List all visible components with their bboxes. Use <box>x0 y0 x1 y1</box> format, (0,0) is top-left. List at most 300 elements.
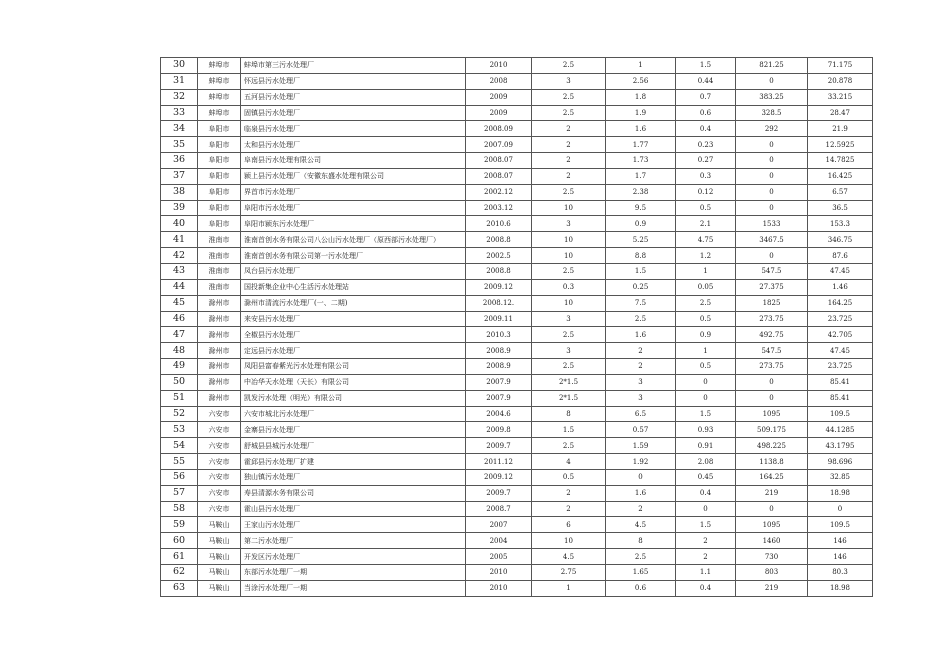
city-cell: 阜阳市 <box>198 200 241 216</box>
value-cell: 2 <box>676 533 736 549</box>
value-cell: 21.9 <box>808 121 873 137</box>
city-cell: 马鞍山 <box>198 565 241 581</box>
value-cell: 273.75 <box>736 359 808 375</box>
table-row <box>161 216 873 232</box>
year-cell: 2009 <box>466 105 532 121</box>
year-cell: 2010 <box>466 580 532 596</box>
value-cell: 0.4 <box>676 580 736 596</box>
year-cell: 2009 <box>466 89 532 105</box>
value-cell: 547.5 <box>736 263 808 279</box>
plant-name-cell: 淮南首创水务有限公司八公山污水处理厂（原西部污水处理厂） <box>241 232 466 248</box>
city-cell: 马鞍山 <box>198 533 241 549</box>
value-cell: 1.5 <box>676 58 736 74</box>
row-number: 47 <box>161 327 198 343</box>
value-cell: 1.65 <box>606 565 676 581</box>
value-cell: 0 <box>736 248 808 264</box>
plant-name-cell: 舒城县县城污水处理厂 <box>241 438 466 454</box>
plant-name-cell: 王家山污水处理厂 <box>241 517 466 533</box>
row-number: 46 <box>161 311 198 327</box>
value-cell: 1095 <box>736 406 808 422</box>
year-cell: 2008.12. <box>466 295 532 311</box>
plant-name-cell: 金寨县污水处理厂 <box>241 422 466 438</box>
value-cell: 2 <box>532 121 606 137</box>
year-cell: 2008.8 <box>466 263 532 279</box>
city-cell: 蚌埠市 <box>198 105 241 121</box>
value-cell: 2.5 <box>532 263 606 279</box>
city-cell: 马鞍山 <box>198 580 241 596</box>
value-cell: 36.5 <box>808 200 873 216</box>
year-cell: 2011.12 <box>466 454 532 470</box>
table-row <box>161 168 873 184</box>
value-cell: 0 <box>736 168 808 184</box>
value-cell: 2.5 <box>532 327 606 343</box>
city-cell: 阜阳市 <box>198 153 241 169</box>
city-cell: 阜阳市 <box>198 216 241 232</box>
value-cell: 0.4 <box>676 121 736 137</box>
row-number: 37 <box>161 168 198 184</box>
value-cell: 1 <box>532 580 606 596</box>
city-cell: 阜阳市 <box>198 121 241 137</box>
city-cell: 蚌埠市 <box>198 73 241 89</box>
value-cell: 383.25 <box>736 89 808 105</box>
value-cell: 2 <box>606 343 676 359</box>
year-cell: 2008.9 <box>466 359 532 375</box>
row-number: 30 <box>161 58 198 74</box>
plant-name-cell: 凤台县污水处理厂 <box>241 263 466 279</box>
row-number: 40 <box>161 216 198 232</box>
value-cell: 2 <box>676 549 736 565</box>
city-cell: 六安市 <box>198 469 241 485</box>
table-row <box>161 279 873 295</box>
value-cell: 2.5 <box>532 438 606 454</box>
plant-name-cell: 霍山县污水处理厂 <box>241 501 466 517</box>
plant-name-cell: 淮南首创水务有限公司第一污水处理厂 <box>241 248 466 264</box>
value-cell: 1.8 <box>606 89 676 105</box>
value-cell: 33.215 <box>808 89 873 105</box>
value-cell: 2.5 <box>532 105 606 121</box>
value-cell: 1825 <box>736 295 808 311</box>
plant-name-cell: 界首市污水处理厂 <box>241 184 466 200</box>
row-number: 58 <box>161 501 198 517</box>
value-cell: 42.705 <box>808 327 873 343</box>
year-cell: 2009.8 <box>466 422 532 438</box>
year-cell: 2002.5 <box>466 248 532 264</box>
value-cell: 0.23 <box>676 137 736 153</box>
value-cell: 1 <box>606 58 676 74</box>
value-cell: 2.5 <box>532 58 606 74</box>
city-cell: 蚌埠市 <box>198 58 241 74</box>
value-cell: 1138.8 <box>736 454 808 470</box>
city-cell: 六安市 <box>198 501 241 517</box>
value-cell: 2 <box>532 501 606 517</box>
year-cell: 2010.6 <box>466 216 532 232</box>
value-cell: 0 <box>736 374 808 390</box>
value-cell: 2*1.5 <box>532 390 606 406</box>
value-cell: 0.93 <box>676 422 736 438</box>
value-cell: 109.5 <box>808 406 873 422</box>
year-cell: 2009.7 <box>466 438 532 454</box>
year-cell: 2010.3 <box>466 327 532 343</box>
plant-name-cell: 阜阳市污水处理厂 <box>241 200 466 216</box>
value-cell: 0 <box>736 390 808 406</box>
value-cell: 3467.5 <box>736 232 808 248</box>
value-cell: 8.8 <box>606 248 676 264</box>
table-row <box>161 533 873 549</box>
year-cell: 2007 <box>466 517 532 533</box>
value-cell: 27.375 <box>736 279 808 295</box>
value-cell: 4 <box>532 454 606 470</box>
value-cell: 821.25 <box>736 58 808 74</box>
table-row <box>161 121 873 137</box>
value-cell: 2.5 <box>606 311 676 327</box>
value-cell: 109.5 <box>808 517 873 533</box>
year-cell: 2010 <box>466 565 532 581</box>
value-cell: 2.38 <box>606 184 676 200</box>
value-cell: 1.2 <box>676 248 736 264</box>
year-cell: 2008.9 <box>466 343 532 359</box>
value-cell: 292 <box>736 121 808 137</box>
value-cell: 2 <box>532 485 606 501</box>
city-cell: 滁州市 <box>198 374 241 390</box>
table-row <box>161 406 873 422</box>
year-cell: 2005 <box>466 549 532 565</box>
value-cell: 0.5 <box>676 200 736 216</box>
row-number: 34 <box>161 121 198 137</box>
plant-name-cell: 六安市城北污水处理厂 <box>241 406 466 422</box>
table-row <box>161 469 873 485</box>
value-cell: 0 <box>736 501 808 517</box>
city-cell: 滁州市 <box>198 359 241 375</box>
value-cell: 2.5 <box>532 184 606 200</box>
year-cell: 2008 <box>466 73 532 89</box>
city-cell: 滁州市 <box>198 295 241 311</box>
table-row <box>161 200 873 216</box>
value-cell: 14.7825 <box>808 153 873 169</box>
city-cell: 马鞍山 <box>198 517 241 533</box>
plant-name-cell: 独山镇污水处理厂 <box>241 469 466 485</box>
table-row <box>161 73 873 89</box>
value-cell: 3 <box>532 73 606 89</box>
value-cell: 44.1285 <box>808 422 873 438</box>
value-cell: 164.25 <box>736 469 808 485</box>
row-number: 45 <box>161 295 198 311</box>
year-cell: 2009.12 <box>466 279 532 295</box>
value-cell: 43.1795 <box>808 438 873 454</box>
value-cell: 28.47 <box>808 105 873 121</box>
plant-name-cell: 颍上县污水处理厂（安徽东盛水处理有限公司 <box>241 168 466 184</box>
value-cell: 2*1.5 <box>532 374 606 390</box>
row-number: 38 <box>161 184 198 200</box>
row-number: 62 <box>161 565 198 581</box>
value-cell: 2 <box>606 359 676 375</box>
city-cell: 蚌埠市 <box>198 89 241 105</box>
value-cell: 10 <box>532 232 606 248</box>
value-cell: 0.9 <box>606 216 676 232</box>
value-cell: 803 <box>736 565 808 581</box>
table-row <box>161 390 873 406</box>
value-cell: 1 <box>676 343 736 359</box>
value-cell: 0.7 <box>676 89 736 105</box>
value-cell: 16.425 <box>808 168 873 184</box>
plant-name-cell: 太和县污水处理厂 <box>241 137 466 153</box>
plant-name-cell: 临泉县污水处理厂 <box>241 121 466 137</box>
row-number: 36 <box>161 153 198 169</box>
value-cell: 509.175 <box>736 422 808 438</box>
value-cell: 32.85 <box>808 469 873 485</box>
year-cell: 2008.07 <box>466 168 532 184</box>
row-number: 53 <box>161 422 198 438</box>
city-cell: 淮南市 <box>198 279 241 295</box>
plant-name-cell: 第二污水处理厂 <box>241 533 466 549</box>
value-cell: 4.5 <box>606 517 676 533</box>
value-cell: 98.696 <box>808 454 873 470</box>
value-cell: 0.4 <box>676 485 736 501</box>
value-cell: 2.5 <box>532 89 606 105</box>
value-cell: 2 <box>606 501 676 517</box>
plant-name-cell: 当涂污水处理厂一期 <box>241 580 466 596</box>
value-cell: 498.225 <box>736 438 808 454</box>
city-cell: 滁州市 <box>198 390 241 406</box>
value-cell: 2.56 <box>606 73 676 89</box>
value-cell: 9.5 <box>606 200 676 216</box>
row-number: 32 <box>161 89 198 105</box>
value-cell: 1.77 <box>606 137 676 153</box>
row-number: 63 <box>161 580 198 596</box>
table-body <box>161 58 873 597</box>
year-cell: 2009.12 <box>466 469 532 485</box>
value-cell: 0.6 <box>676 105 736 121</box>
value-cell: 0.6 <box>606 580 676 596</box>
value-cell: 328.5 <box>736 105 808 121</box>
value-cell: 2.1 <box>676 216 736 232</box>
value-cell: 0.9 <box>676 327 736 343</box>
table-row <box>161 454 873 470</box>
value-cell: 12.5925 <box>808 137 873 153</box>
value-cell: 2.5 <box>606 549 676 565</box>
value-cell: 23.725 <box>808 311 873 327</box>
table-row <box>161 232 873 248</box>
value-cell: 71.175 <box>808 58 873 74</box>
value-cell: 2.5 <box>532 359 606 375</box>
city-cell: 滁州市 <box>198 311 241 327</box>
value-cell: 492.75 <box>736 327 808 343</box>
value-cell: 0.44 <box>676 73 736 89</box>
value-cell: 18.98 <box>808 485 873 501</box>
row-number: 50 <box>161 374 198 390</box>
value-cell: 1.6 <box>606 485 676 501</box>
value-cell: 6.57 <box>808 184 873 200</box>
plant-name-cell: 固镇县污水处理厂 <box>241 105 466 121</box>
plant-name-cell: 东部污水处理厂一期 <box>241 565 466 581</box>
value-cell: 0.12 <box>676 184 736 200</box>
plant-name-cell: 全椒县污水处理厂 <box>241 327 466 343</box>
table-row <box>161 89 873 105</box>
row-number: 33 <box>161 105 198 121</box>
table-row <box>161 137 873 153</box>
value-cell: 2 <box>532 137 606 153</box>
value-cell: 2 <box>532 168 606 184</box>
value-cell: 0 <box>736 153 808 169</box>
row-number: 49 <box>161 359 198 375</box>
table-row <box>161 501 873 517</box>
table-row <box>161 549 873 565</box>
city-cell: 阜阳市 <box>198 184 241 200</box>
table-row <box>161 438 873 454</box>
value-cell: 18.98 <box>808 580 873 596</box>
table-row <box>161 580 873 596</box>
year-cell: 2004 <box>466 533 532 549</box>
value-cell: 1.1 <box>676 565 736 581</box>
value-cell: 0 <box>676 390 736 406</box>
value-cell: 5.25 <box>606 232 676 248</box>
table-row <box>161 343 873 359</box>
value-cell: 0.91 <box>676 438 736 454</box>
value-cell: 87.6 <box>808 248 873 264</box>
plant-name-cell: 霍邱县污水处理厂扩建 <box>241 454 466 470</box>
value-cell: 0.27 <box>676 153 736 169</box>
city-cell: 六安市 <box>198 438 241 454</box>
value-cell: 1.59 <box>606 438 676 454</box>
row-number: 51 <box>161 390 198 406</box>
table-row <box>161 153 873 169</box>
city-cell: 滁州市 <box>198 343 241 359</box>
year-cell: 2003.12 <box>466 200 532 216</box>
value-cell: 0.57 <box>606 422 676 438</box>
year-cell: 2007.9 <box>466 374 532 390</box>
value-cell: 547.5 <box>736 343 808 359</box>
row-number: 61 <box>161 549 198 565</box>
value-cell: 1.92 <box>606 454 676 470</box>
row-number: 54 <box>161 438 198 454</box>
plant-name-cell: 来安县污水处理厂 <box>241 311 466 327</box>
year-cell: 2007.09 <box>466 137 532 153</box>
plant-name-cell: 寿县清源水务有限公司 <box>241 485 466 501</box>
value-cell: 0.05 <box>676 279 736 295</box>
plant-name-cell: 中冶华天水处理（天长）有限公司 <box>241 374 466 390</box>
city-cell: 阜阳市 <box>198 168 241 184</box>
value-cell: 4.75 <box>676 232 736 248</box>
value-cell: 0 <box>736 200 808 216</box>
value-cell: 2.08 <box>676 454 736 470</box>
table-row <box>161 359 873 375</box>
row-number: 56 <box>161 469 198 485</box>
value-cell: 10 <box>532 295 606 311</box>
value-cell: 2.5 <box>676 295 736 311</box>
city-cell: 马鞍山 <box>198 549 241 565</box>
plant-name-cell: 国投新集企业中心生活污水处理站 <box>241 279 466 295</box>
value-cell: 0 <box>676 501 736 517</box>
value-cell: 0.45 <box>676 469 736 485</box>
row-number: 41 <box>161 232 198 248</box>
city-cell: 阜阳市 <box>198 137 241 153</box>
value-cell: 346.75 <box>808 232 873 248</box>
plant-name-cell: 阜阳市颍东污水处理厂 <box>241 216 466 232</box>
plant-name-cell: 开发区污水处理厂 <box>241 549 466 565</box>
value-cell: 4.5 <box>532 549 606 565</box>
value-cell: 3 <box>532 343 606 359</box>
value-cell: 2 <box>532 153 606 169</box>
table-row <box>161 263 873 279</box>
value-cell: 146 <box>808 549 873 565</box>
value-cell: 0.5 <box>532 469 606 485</box>
value-cell: 1.73 <box>606 153 676 169</box>
value-cell: 153.3 <box>808 216 873 232</box>
plant-name-cell: 蚌埠市第三污水处理厂 <box>241 58 466 74</box>
value-cell: 0 <box>808 501 873 517</box>
value-cell: 85.41 <box>808 390 873 406</box>
value-cell: 3 <box>606 390 676 406</box>
value-cell: 0.5 <box>676 311 736 327</box>
plant-name-cell: 五河县污水处理厂 <box>241 89 466 105</box>
row-number: 60 <box>161 533 198 549</box>
value-cell: 6 <box>532 517 606 533</box>
value-cell: 1.5 <box>606 263 676 279</box>
year-cell: 2008.09 <box>466 121 532 137</box>
table-row <box>161 184 873 200</box>
value-cell: 47.45 <box>808 343 873 359</box>
value-cell: 0 <box>736 184 808 200</box>
value-cell: 0 <box>676 374 736 390</box>
year-cell: 2009.7 <box>466 485 532 501</box>
table-row <box>161 485 873 501</box>
row-number: 55 <box>161 454 198 470</box>
value-cell: 0 <box>606 469 676 485</box>
value-cell: 10 <box>532 533 606 549</box>
value-cell: 6.5 <box>606 406 676 422</box>
year-cell: 2008.8 <box>466 232 532 248</box>
year-cell: 2002.12 <box>466 184 532 200</box>
value-cell: 730 <box>736 549 808 565</box>
table-row <box>161 248 873 264</box>
value-cell: 1.7 <box>606 168 676 184</box>
city-cell: 六安市 <box>198 454 241 470</box>
row-number: 48 <box>161 343 198 359</box>
table-row <box>161 58 873 74</box>
value-cell: 1533 <box>736 216 808 232</box>
city-cell: 淮南市 <box>198 263 241 279</box>
plant-name-cell: 凯发污水处理（明光）有限公司 <box>241 390 466 406</box>
plant-name-cell: 怀远县污水处理厂 <box>241 73 466 89</box>
city-cell: 滁州市 <box>198 327 241 343</box>
row-number: 43 <box>161 263 198 279</box>
value-cell: 8 <box>532 406 606 422</box>
value-cell: 3 <box>532 216 606 232</box>
row-number: 39 <box>161 200 198 216</box>
value-cell: 0.3 <box>676 168 736 184</box>
city-cell: 六安市 <box>198 422 241 438</box>
row-number: 57 <box>161 485 198 501</box>
value-cell: 219 <box>736 580 808 596</box>
data-table <box>160 57 873 597</box>
value-cell: 219 <box>736 485 808 501</box>
year-cell: 2010 <box>466 58 532 74</box>
table-row <box>161 374 873 390</box>
value-cell: 8 <box>606 533 676 549</box>
value-cell: 0 <box>736 73 808 89</box>
table-row <box>161 311 873 327</box>
city-cell: 淮南市 <box>198 232 241 248</box>
plant-name-cell: 凤阳县富春紫光污水处理有限公司 <box>241 359 466 375</box>
value-cell: 1 <box>676 263 736 279</box>
value-cell: 10 <box>532 248 606 264</box>
city-cell: 六安市 <box>198 406 241 422</box>
row-number: 44 <box>161 279 198 295</box>
year-cell: 2008.7 <box>466 501 532 517</box>
value-cell: 80.3 <box>808 565 873 581</box>
value-cell: 47.45 <box>808 263 873 279</box>
row-number: 42 <box>161 248 198 264</box>
plant-name-cell: 滁州市清流污水处理厂(一、二期) <box>241 295 466 311</box>
